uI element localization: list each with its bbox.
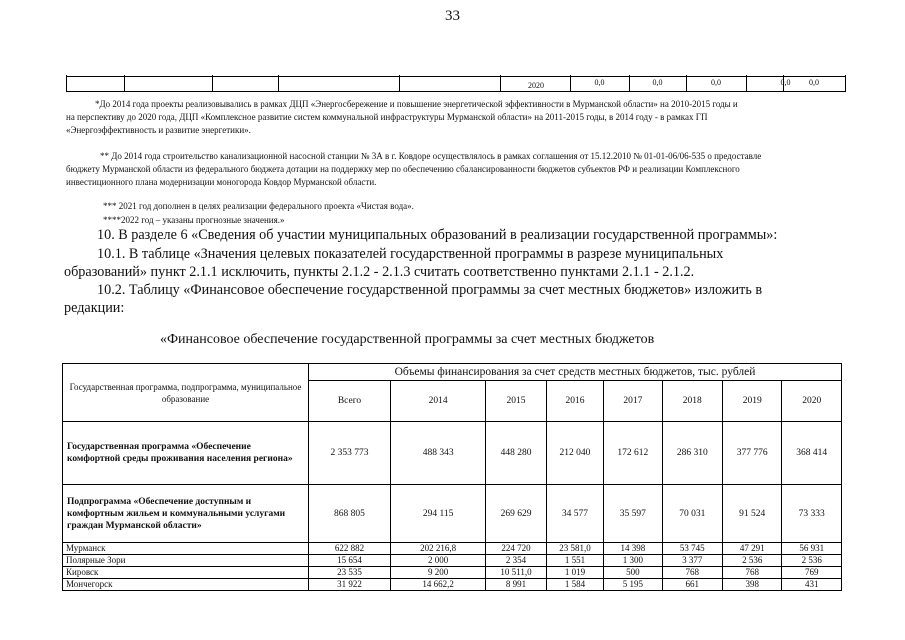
row-name: Государственная программа «Обеспечение комфортной среды проживания населения региона» (63, 422, 309, 485)
cell: 768 (662, 567, 722, 579)
table-title: «Финансовое обеспечение государственной программы за счет местных бюджетов (160, 332, 655, 347)
cell: 1 551 (546, 555, 603, 567)
top-table-value: 0,0 (780, 78, 791, 87)
top-table-value: 0,0 (809, 78, 819, 87)
cell: 15 654 (308, 555, 390, 567)
cell: 768 (723, 567, 782, 579)
cell: 23 535 (308, 567, 390, 579)
column-header-year: 2015 (486, 381, 546, 422)
page-number: 33 (445, 8, 460, 24)
top-table-value: 0,0 (711, 78, 721, 87)
cell: 9 200 (390, 567, 485, 579)
row-name: Подпрограмма «Обеспечение доступным и комфортным жильем и коммунальными услугами граждан Мурманской области» (63, 485, 309, 543)
footnote-2-line-3: инвестиционного плана модернизации моногорода Ковдор Мурманской области. (66, 177, 377, 187)
table-row (63, 555, 842, 567)
table-row (63, 567, 842, 579)
top-table-year: 2020 (528, 81, 544, 90)
cell: 1 300 (604, 555, 662, 567)
table-row (63, 579, 842, 591)
column-header-year: 2019 (723, 381, 782, 422)
cell: 34 577 (546, 485, 603, 543)
row-name: Полярные Зори (63, 555, 309, 567)
top-table-value: 0,0 (594, 78, 605, 87)
table-row (63, 543, 842, 555)
cell: 14 398 (604, 543, 662, 555)
footnote-1-line-1: *До 2014 года проекты реализовывались в рамках ДЦП «Энергосбережение и повышение энергетической эффективности в Мурманской области» на 2010-2015 годы и (95, 99, 738, 109)
paragraph-10-1-line-2: образований» пункт 2.1.1 исключить, пункты 2.1.2 - 2.1.3 считать соответственно пунктами 2.1.1 - 2.1.2. (64, 264, 695, 280)
cell: 431 (782, 579, 842, 591)
financing-table (62, 363, 842, 591)
column-header-year: 2016 (546, 381, 603, 422)
cell: 53 745 (662, 543, 722, 555)
cell: 1 019 (546, 567, 603, 579)
cell: 14 662,2 (390, 579, 485, 591)
cell: 73 333 (782, 485, 842, 543)
cell: 2 536 (723, 555, 782, 567)
header-program: Государственная программа, подпрограмма, муниципальное образование (63, 364, 309, 422)
paragraph-10-2-line-2: редакции: (64, 300, 125, 316)
column-header-year: 2017 (604, 381, 662, 422)
cell: 2 536 (782, 555, 842, 567)
top-table-fragment (66, 76, 846, 92)
cell: 868 805 (308, 485, 390, 543)
footnote-2-line-1: ** До 2014 года строительство канализационной насосной станции № 3А в г. Ковдоре осуществлялось в рамках соглашения от 15.12.2010 № 01-01-06/06-535 о предоставле (100, 151, 762, 161)
footnote-2-line-2: бюджету Мурманской области из федерального бюджета дотации на поддержку мер по обеспечению сбалансированности бюджетов субъектов РФ и реализации Комплексного (66, 164, 740, 174)
cell: 5 195 (604, 579, 662, 591)
cell: 31 922 (308, 579, 390, 591)
cell: 202 216,8 (390, 543, 485, 555)
cell: 56 931 (782, 543, 842, 555)
cell: 91 524 (723, 485, 782, 543)
row-name: Мончегорск (63, 579, 309, 591)
footnote-4: ****2022 год – указаны прогнозные значения.» (103, 215, 285, 225)
cell: 368 414 (782, 422, 842, 485)
cell: 2 353 773 (308, 422, 390, 485)
header-financing-group: Объемы финансирования за счет средств местных бюджетов, тыс. рублей (308, 364, 841, 381)
cell: 2 354 (486, 555, 546, 567)
cell: 212 040 (546, 422, 603, 485)
row-name: Мурманск (63, 543, 309, 555)
paragraph-10: 10. В разделе 6 «Сведения об участии муниципальных образований в реализации государственной программы»: (97, 227, 778, 243)
cell: 286 310 (662, 422, 722, 485)
cell: 2 000 (390, 555, 485, 567)
cell: 377 776 (723, 422, 782, 485)
cell: 622 882 (308, 543, 390, 555)
table-row (63, 422, 842, 485)
cell: 8 991 (486, 579, 546, 591)
cell: 488 343 (390, 422, 485, 485)
cell: 769 (782, 567, 842, 579)
column-header-year: 2020 (782, 381, 842, 422)
column-header-total: Всего (308, 381, 390, 422)
cell: 10 511,0 (486, 567, 546, 579)
cell: 224 720 (486, 543, 546, 555)
cell: 448 280 (486, 422, 546, 485)
cell: 500 (604, 567, 662, 579)
cell: 70 031 (662, 485, 722, 543)
footnote-1-line-3: «Энергоэффективность и развитие энергетики». (66, 125, 251, 135)
column-header-year: 2018 (662, 381, 722, 422)
column-header-year: 2014 (390, 381, 485, 422)
cell: 661 (662, 579, 722, 591)
paragraph-10-2-line-1: 10.2. Таблицу «Финансовое обеспечение государственной программы за счет местных бюджетов» изложить в (97, 282, 763, 298)
paragraph-10-1-line-1: 10.1. В таблице «Значения целевых показателей государственной программы в разрезе муниципальных (97, 246, 724, 262)
footnote-3: *** 2021 год дополнен в целях реализации федерального проекта «Чистая вода». (103, 201, 414, 211)
footnote-1-line-2: на перспективу до 2020 года, ДЦП «Комплексное развитие систем коммунальной инфраструктуры Мурманской области» на 2011-2015 годы, в 2014 году - в рамках ГП (66, 112, 708, 122)
cell: 398 (723, 579, 782, 591)
cell: 23 581,0 (546, 543, 603, 555)
cell: 294 115 (390, 485, 485, 543)
top-table-value: 0,0 (652, 78, 663, 87)
table-row (63, 485, 842, 543)
cell: 269 629 (486, 485, 546, 543)
row-name: Кировск (63, 567, 309, 579)
cell: 172 612 (604, 422, 662, 485)
cell: 1 584 (546, 579, 603, 591)
cell: 35 597 (604, 485, 662, 543)
cell: 47 291 (723, 543, 782, 555)
cell: 3 377 (662, 555, 722, 567)
